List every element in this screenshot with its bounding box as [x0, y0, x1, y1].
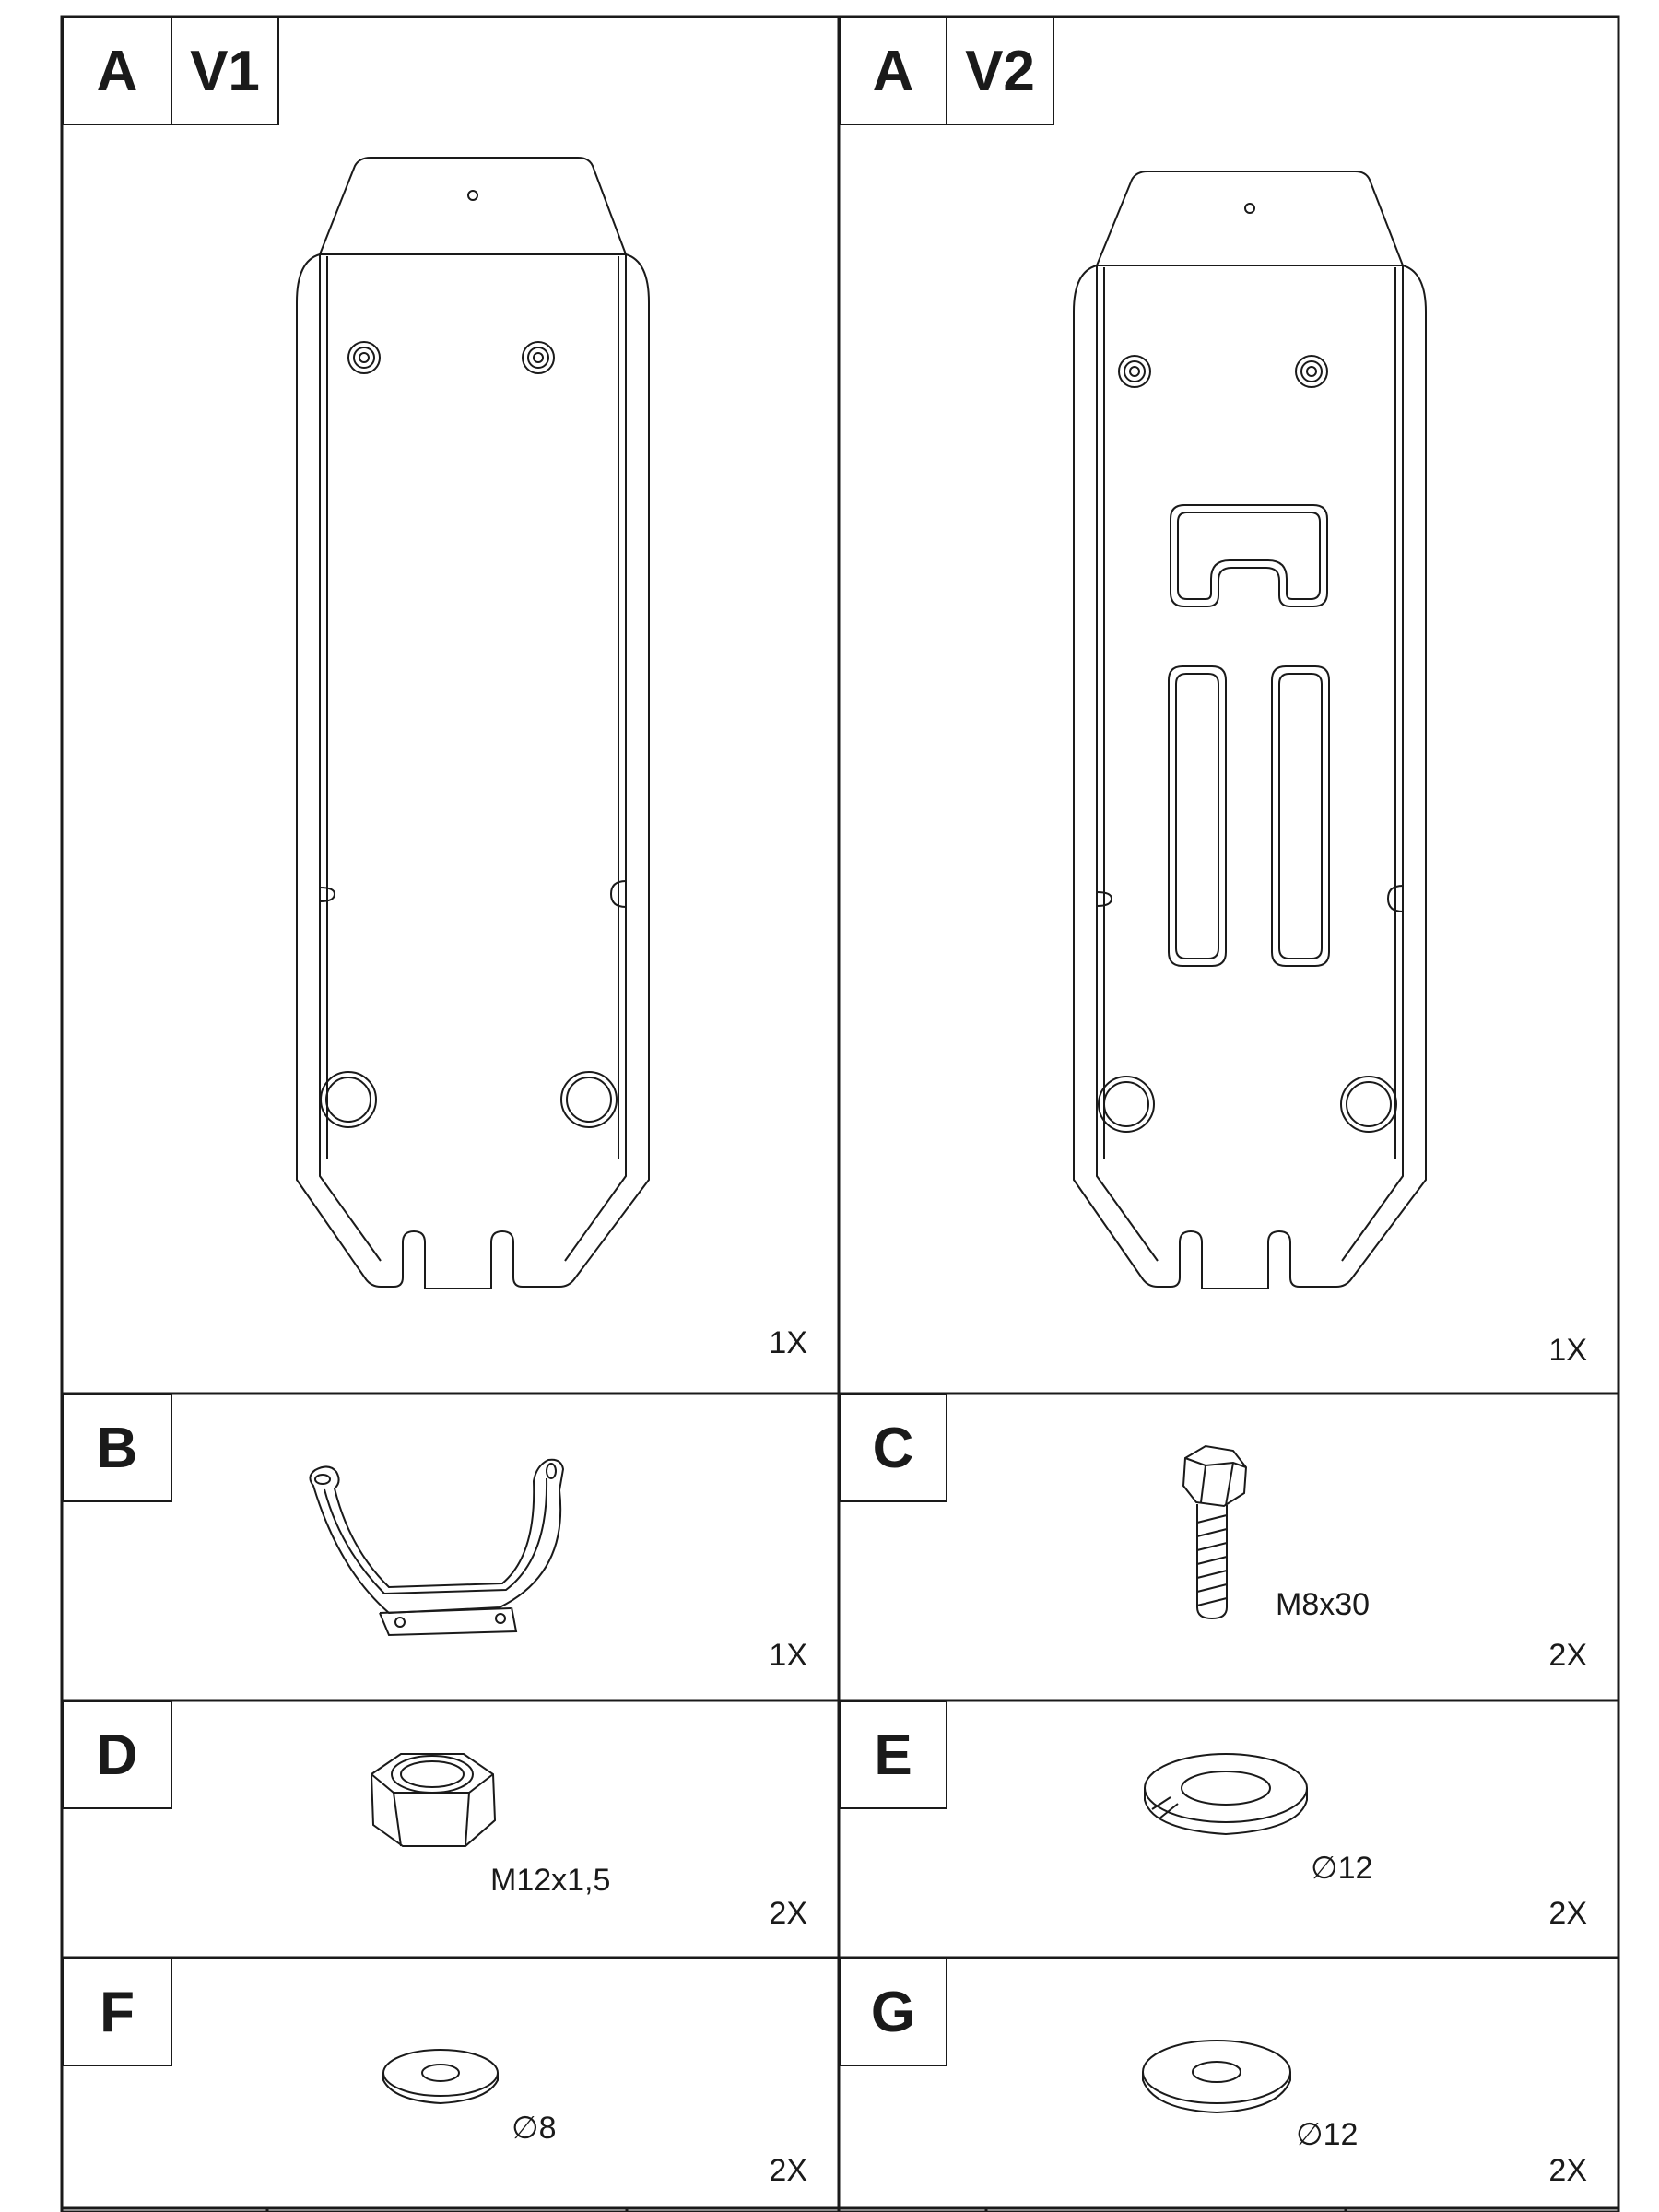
quantity-label: 1X — [769, 1325, 807, 1360]
skid-plate-v2-drawing — [839, 17, 1618, 1394]
hex-bolt-drawing — [839, 1394, 1618, 1700]
spring-washer-drawing — [839, 1700, 1618, 1958]
part-letter-tag: B — [62, 1394, 172, 1502]
hex-nut-drawing — [62, 1700, 839, 1958]
quantity-label: 2X — [769, 1896, 807, 1931]
part-f-cell — [62, 1958, 839, 2208]
part-letter-tag: C — [839, 1394, 947, 1502]
size-label: M12x1,5 — [490, 1863, 611, 1898]
quantity-label: 2X — [769, 2153, 807, 2188]
part-letter-tag: A — [839, 17, 947, 125]
skid-plate-v1-drawing — [62, 17, 839, 1394]
diameter-symbol: ∅ — [1296, 2116, 1324, 2153]
quantity-label: 2X — [1548, 1638, 1587, 1673]
part-a-v2-cell — [839, 17, 1618, 1394]
part-letter-tag: F — [62, 1958, 172, 2066]
diameter-symbol: ∅ — [512, 2110, 539, 2147]
part-e-cell — [839, 1700, 1618, 1958]
diameter-value: 8 — [538, 2111, 557, 2146]
part-c-cell — [839, 1394, 1618, 1700]
flat-washer-large-drawing — [839, 1958, 1618, 2208]
quantity-label: 1X — [769, 1638, 807, 1673]
part-d-cell — [62, 1700, 839, 1958]
quantity-label: 1X — [1548, 1333, 1587, 1368]
part-b-cell — [62, 1394, 839, 1700]
variant-tag: V1 — [171, 17, 279, 125]
diameter-symbol: ∅ — [1311, 1850, 1338, 1887]
flat-washer-small-drawing — [62, 1958, 839, 2208]
variant-tag: V2 — [946, 17, 1054, 125]
part-g-cell — [839, 1958, 1618, 2208]
quantity-label: 2X — [1548, 1896, 1587, 1931]
diameter-value: 12 — [1323, 2117, 1359, 2152]
part-letter-tag: G — [839, 1958, 947, 2066]
bracket-drawing — [62, 1394, 839, 1700]
quantity-label: 2X — [1548, 2153, 1587, 2188]
part-a-v1-cell — [62, 17, 839, 1394]
size-label: M8x30 — [1276, 1587, 1371, 1622]
part-letter-tag: E — [839, 1700, 947, 1809]
part-letter-tag: A — [62, 17, 172, 125]
size-label — [1296, 2116, 1358, 2153]
size-label — [512, 2110, 557, 2147]
part-letter-tag: D — [62, 1700, 172, 1809]
size-label — [1311, 1850, 1372, 1887]
diameter-value: 12 — [1337, 1851, 1373, 1886]
